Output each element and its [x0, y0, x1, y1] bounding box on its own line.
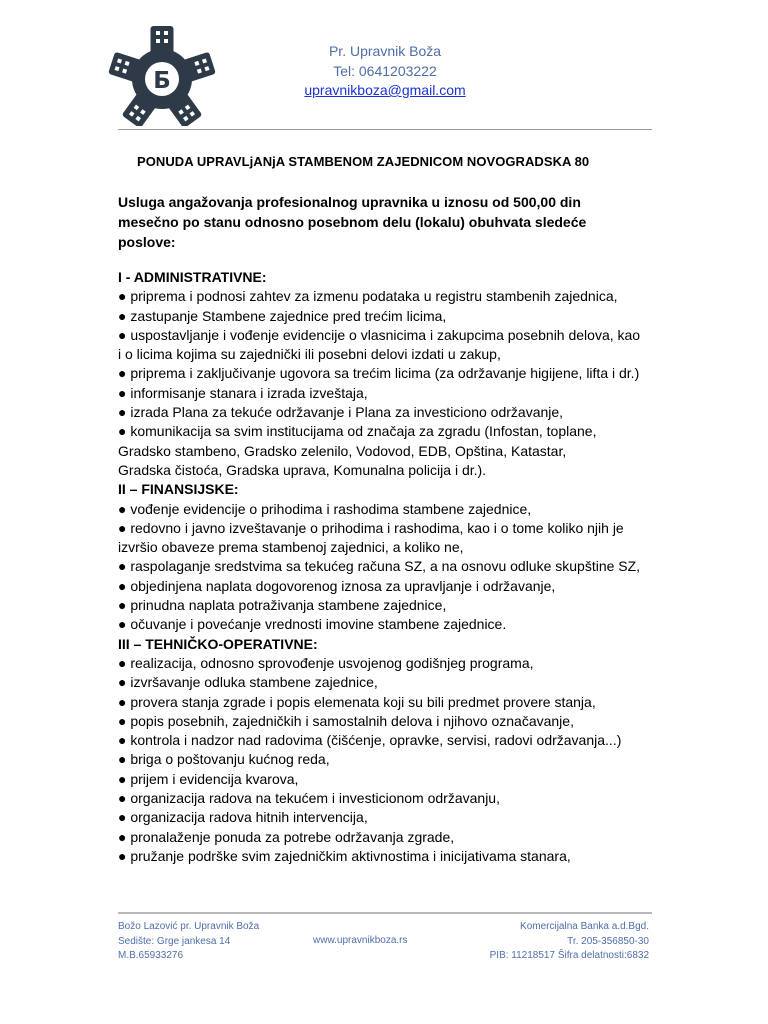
- list-item: ● vođenje evidencije o prihodima i rashodima stambene zajednice,: [118, 500, 532, 517]
- list-item: izvršio obaveze prema stambenoj zajednici, a koliko ne,: [118, 539, 464, 556]
- section-heading: II – FINANSIJSKE:: [118, 481, 239, 498]
- list-item: ● pronalaženje ponuda za potrebe održavanja zgrade,: [118, 828, 455, 845]
- intro-line: Usluga angažovanja profesionalnog upravnika u iznosu od 500,00 din: [118, 194, 581, 210]
- list-item: ● uspostavljanje i vođenje evidencije o vlasnicima i zakupcima posebnih delova, kao: [118, 326, 641, 343]
- footer-bank-name: Komercijalna Banka a.d.Bgd.: [520, 921, 649, 932]
- list-item: ● organizacija radova na tekućem i investicionom održavanju,: [118, 790, 500, 807]
- list-item: ● izrada Plana za tekuće održavanje i Plana za investiciono održavanje,: [118, 404, 564, 421]
- list-item: ● objedinjena naplata dogovorenog iznosa za upravljanje i održavanje,: [118, 577, 556, 594]
- list-item: ● informisanje stanara i izrada izveštaja,: [118, 384, 368, 401]
- footer-account-number: Tr. 205-356850-30: [567, 935, 649, 947]
- list-item: ● redovno i javno izveštavanje o prihodima i rashodima, kao i o tome koliko njih je: [118, 519, 624, 536]
- list-item: ● kontrola i nadzor nad radovima (čišćenje, opravke, servisi, radovi održavanja...): [118, 732, 622, 749]
- list-item: ● komunikacija sa svim institucijama od značaja za zgradu (Infostan, toplane,: [118, 423, 597, 440]
- logo-letter: Б: [153, 68, 171, 94]
- footer-company-info: [118, 920, 259, 964]
- footer-website: [313, 934, 407, 949]
- list-item: Gradska čistoća, Gradska uprava, Komunalna policija i dr.).: [118, 461, 487, 478]
- list-item: ● realizacija, odnosno sprovođenje usvojenog godišnjeg programa,: [118, 654, 534, 671]
- list-item: ● pružanje podrške svim zajedničkim aktivnostima i inicijativama stanara,: [118, 847, 571, 864]
- list-item: i o licima kojima su zajednički ili posebni delovi izdati u zakup,: [118, 346, 501, 363]
- footer-company-name: Božo Lazović pr. Upravnik Boža: [118, 921, 260, 932]
- contact-phone: Tel: 0641203222: [333, 62, 437, 79]
- list-item: ● popis posebnih, zajedničkih i samostalnih delova i njihovo označavanje,: [118, 712, 574, 729]
- header-divider: [118, 129, 652, 130]
- contact-block: [270, 42, 500, 101]
- intro-line: poslove:: [118, 234, 176, 250]
- list-item: ● provera stanja zgrade i popis elemenata koji su bili predmet provere stanja,: [118, 693, 596, 710]
- list-item: ● prijem i evidencija kvarova,: [118, 770, 299, 787]
- list-item: ● raspolaganje sredstvima sa tekućeg računa SZ, a na osnovu odluke skupštine SZ,: [118, 558, 641, 575]
- document-title: PONUDA UPRAVLjANjA STAMBENOM ZAJEDNICOM NOVOGRADSKA 80: [137, 154, 590, 169]
- contact-name: Pr. Upravnik Boža: [328, 43, 442, 59]
- footer-bank-info: [490, 920, 649, 964]
- footer-tax-id: PIB: 11218517 Šifra delatnosti:6832: [489, 950, 649, 961]
- list-item: ● očuvanje i povećanje vrednosti imovine stambene zajednice.: [118, 616, 507, 633]
- intro-paragraph: [118, 192, 658, 252]
- intro-line: mesečno po stanu odnosno posebnom delu (lokalu) obuhvata sledeće: [118, 214, 587, 230]
- footer-divider: [118, 912, 652, 914]
- list-item: ● priprema i podnosi zahtev za izmenu podataka u registru stambenih zajednica,: [118, 288, 618, 305]
- section-heading: III – TEHNIČKO-OPERATIVNE:: [118, 635, 318, 652]
- section-heading: I - ADMINISTRATIVNE:: [118, 269, 267, 285]
- list-item: ● prinudna naplata potraživanja stambene zajednice,: [118, 597, 447, 614]
- footer-website-link[interactable]: www.upravnikboza.rs: [313, 935, 408, 946]
- list-item: ● izvršavanje odluka stambene zajednice,: [118, 674, 378, 691]
- list-item: Gradsko stambeno, Gradsko zelenilo, Vodovod, EDB, Opština, Katastar,: [118, 442, 567, 459]
- list-item: ● briga o poštovanju kućnog reda,: [118, 751, 330, 768]
- list-item: ● priprema i zaključivanje ugovora sa trećim licima (za održavanje higijene, lifta i dr.): [118, 365, 640, 382]
- list-item: ● zastupanje Stambene zajednice pred trećim licima,: [118, 307, 447, 324]
- footer-registration-number: M.B.65933276: [118, 950, 184, 961]
- list-item: ● organizacija radova hitnih intervencija,: [118, 809, 368, 826]
- contact-email-link[interactable]: upravnikboza@gmail.com: [304, 82, 466, 98]
- company-logo: [108, 24, 216, 126]
- footer-address: Sedište: Grge jankesa 14: [118, 935, 231, 947]
- document-body: [118, 268, 658, 866]
